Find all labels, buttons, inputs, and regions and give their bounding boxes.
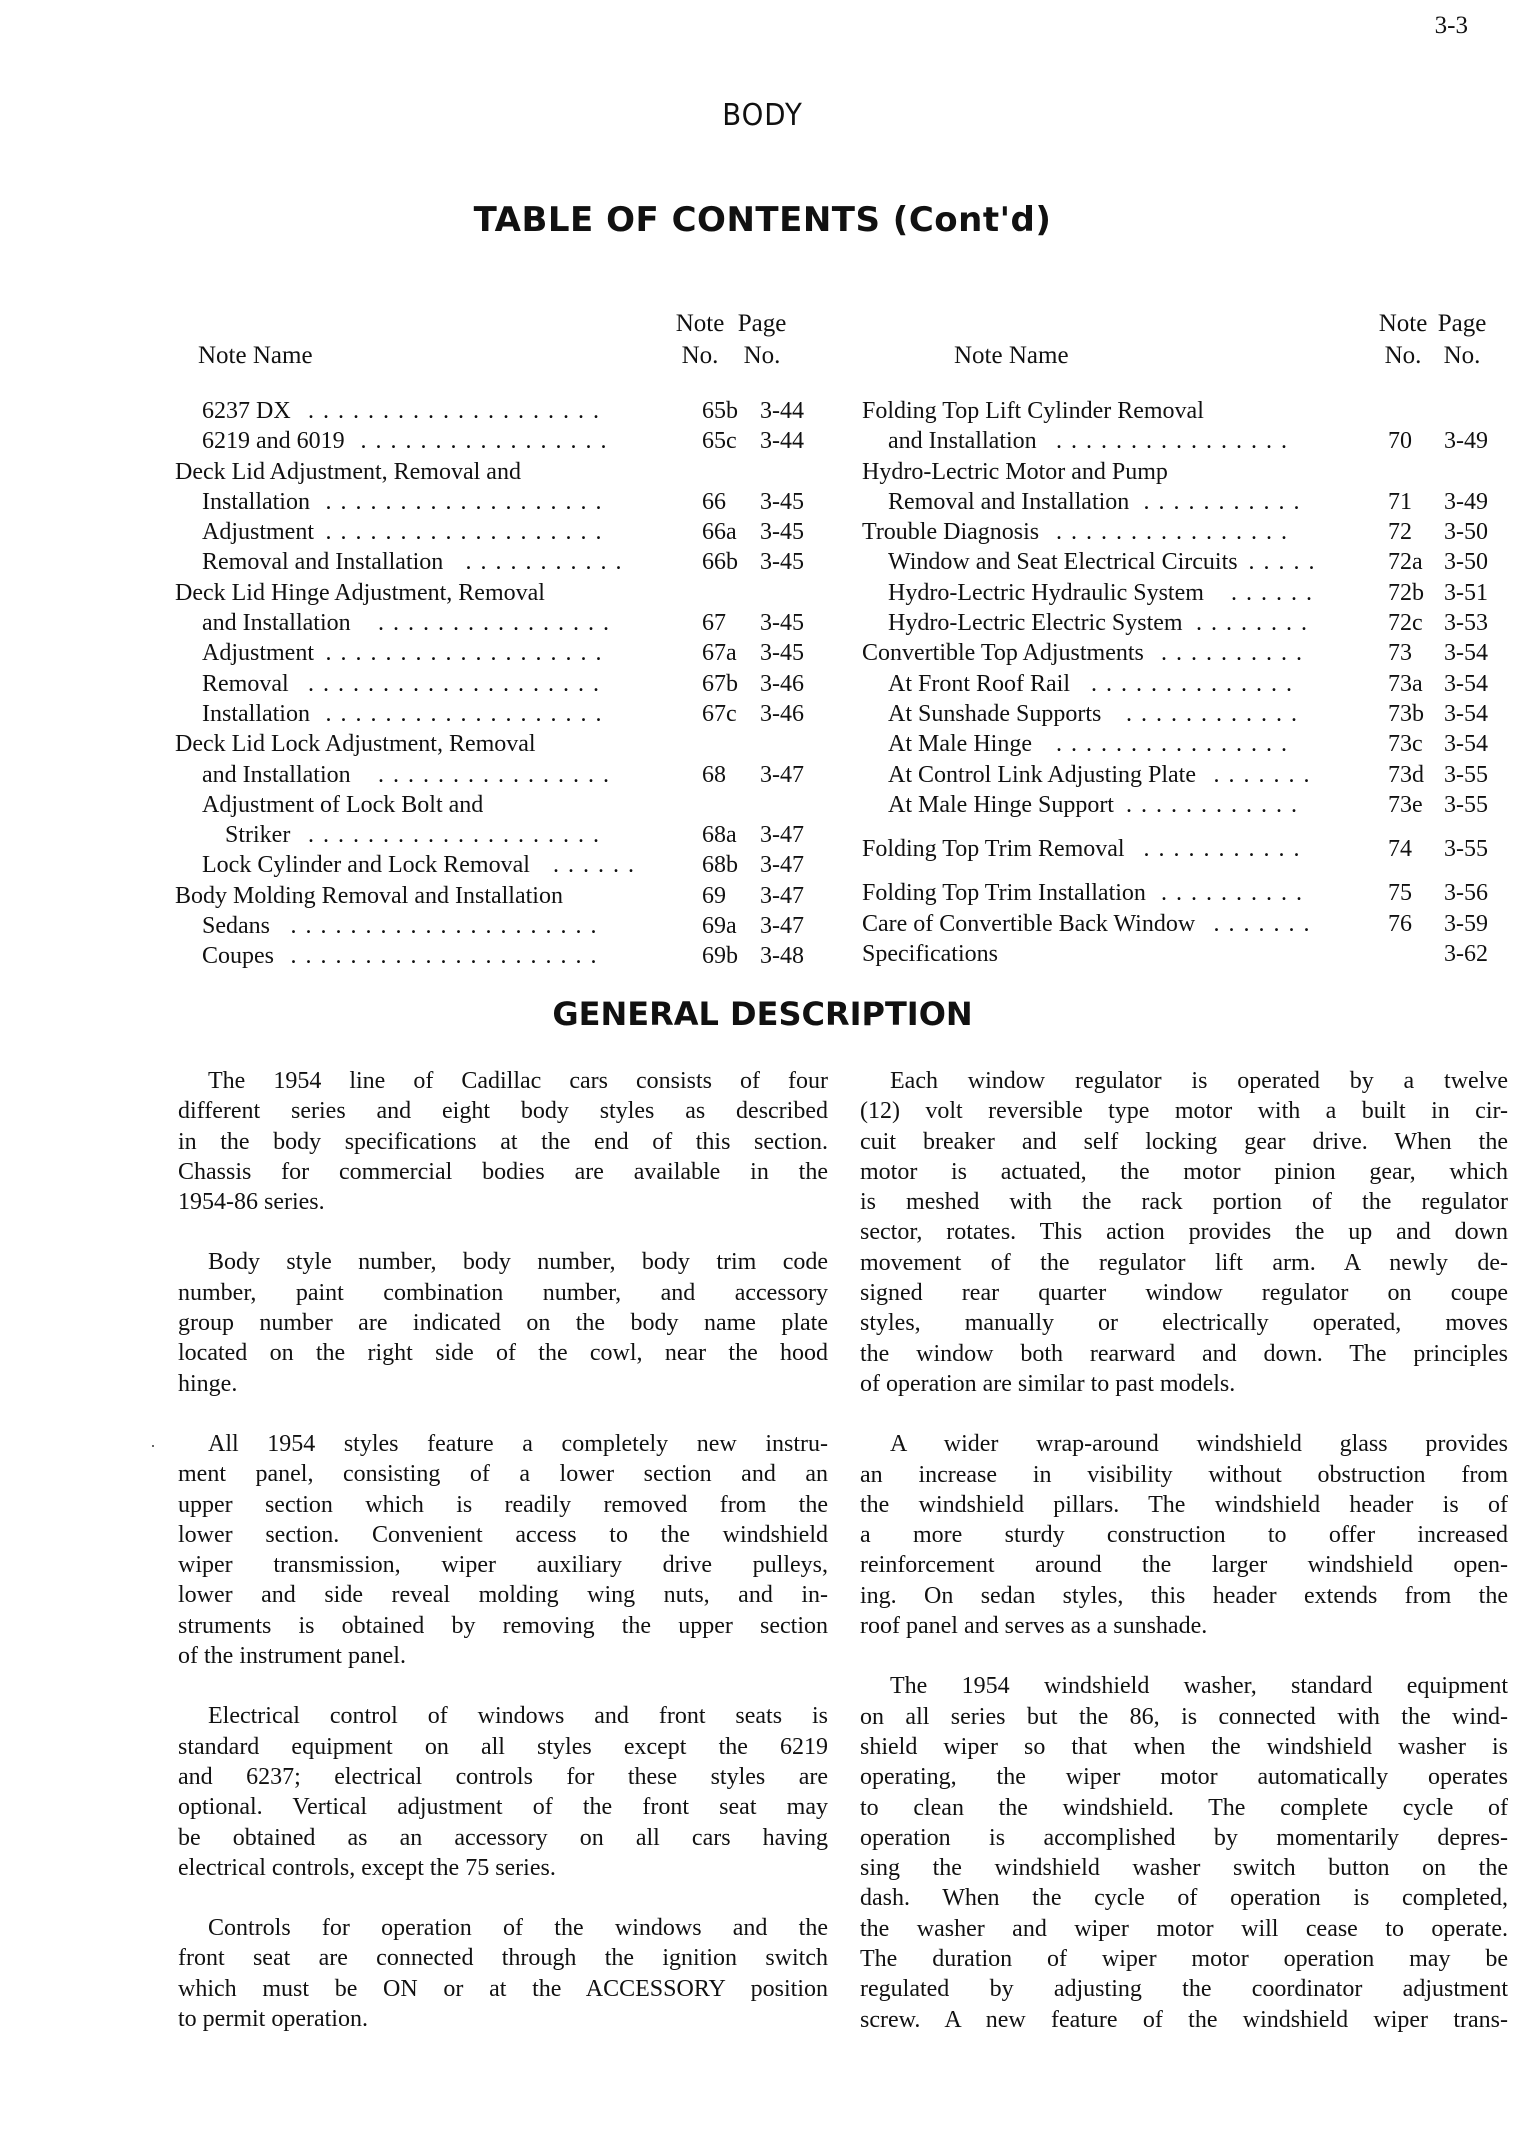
toc-entry-page-number: 3-55: [1444, 836, 1488, 863]
toc-entry-note-number: 73d: [1388, 761, 1424, 788]
section-title: BODY: [722, 98, 803, 133]
paragraph-line: screw. A new feature of the windshield wiper trans-: [860, 2006, 1508, 2033]
paragraph-line: All 1954 styles feature a completely new instru-: [208, 1430, 828, 1457]
toc-right-header: [858, 300, 1510, 396]
header-page-no-2: No.: [743, 342, 781, 369]
paragraph-line: regulated by adjusting the coordinator adjustment: [860, 1976, 1508, 2003]
dot-leader: ........: [1196, 610, 1316, 637]
toc-entry-label: Body Molding Removal and Installation: [175, 882, 563, 909]
toc-right-list: [858, 396, 1510, 969]
toc-entry-note-number: 71: [1388, 488, 1412, 515]
paragraph-line: Each window regulator is operated by a twelve: [890, 1068, 1508, 1094]
toc-entry-note-number: 70: [1388, 428, 1412, 455]
toc-entry-note-number: 69b: [702, 943, 738, 970]
toc-entry-label: Removal and Installation: [202, 549, 444, 576]
dot-leader: .....................: [290, 913, 606, 940]
toc-entry-page-number: 3-54: [1444, 731, 1488, 758]
toc-entry-page-number: 3-47: [760, 822, 804, 849]
header-note-no: Note: [1378, 310, 1428, 337]
toc-entry-note-number: 72b: [1388, 579, 1424, 606]
paragraph-line: ment panel, consisting of a lower section and an: [178, 1461, 828, 1488]
toc-entry-page-number: 3-45: [760, 519, 804, 546]
toc-entry-page-number: 3-47: [760, 913, 804, 940]
description-left-column: [178, 1066, 828, 2064]
toc-entry-note-number: 66a: [702, 519, 737, 546]
toc-entry: [170, 790, 830, 820]
toc-entry-label: Folding Top Trim Removal: [862, 836, 1125, 863]
paragraph-line: in the body specifications at the end of this section.: [178, 1128, 828, 1155]
paragraph-line: Body style number, body number, body trim code: [208, 1249, 828, 1276]
paragraph-line: of operation are similar to past models.: [860, 1370, 1236, 1397]
dot-leader: ...........: [1143, 488, 1309, 515]
paragraph-line: reinforcement around the larger windshield open-: [860, 1552, 1508, 1579]
toc-entry-page-number: 3-46: [760, 700, 804, 727]
paragraph-line: signed rear quarter window regulator on coupe: [860, 1280, 1508, 1307]
toc-entry: [858, 729, 1510, 759]
toc-entry-label: Care of Convertible Back Window: [862, 910, 1196, 937]
toc-entry-page-number: 3-46: [760, 670, 804, 697]
paragraph-line: hinge.: [178, 1370, 238, 1397]
toc-left-column: [170, 300, 830, 972]
toc-entry-label: Deck Lid Lock Adjustment, Removal: [175, 731, 536, 758]
dot-leader: .................: [360, 428, 616, 455]
dot-leader: ..........: [1161, 880, 1311, 907]
toc-entry-page-number: 3-47: [760, 852, 804, 879]
toc-entry-page-number: 3-54: [1444, 700, 1488, 727]
paragraph-line: operating, the wiper motor automatically operates: [860, 1764, 1508, 1791]
toc-entry-label: Hydro-Lectric Hydraulic System: [888, 579, 1204, 606]
paragraph-line: lower and side reveal molding wing nuts, and in-: [178, 1582, 828, 1609]
toc-entry-note-number: 69a: [702, 913, 737, 940]
toc-entry-label: Sedans: [202, 913, 270, 940]
toc-entry-label: Installation: [202, 700, 310, 727]
toc-entry-page-number: 3-54: [1444, 640, 1488, 667]
toc-entry: [170, 578, 830, 608]
dot-leader: ......: [1231, 579, 1321, 606]
dot-leader: ....................: [308, 670, 608, 697]
toc-entry-label: Adjustment of Lock Bolt and: [202, 791, 484, 818]
toc-entry-page-number: 3-44: [760, 398, 804, 424]
toc-entry: [858, 608, 1510, 638]
dot-leader: ............: [1126, 791, 1306, 818]
toc-entry-note-number: 73c: [1388, 731, 1423, 758]
header-page-no: Page: [1437, 310, 1487, 337]
paragraph-line: on all series but the 86, is connected with the wind-: [860, 1703, 1508, 1730]
toc-entry-note-number: 74: [1388, 836, 1412, 863]
toc-title: TABLE OF CONTENTS (Cont'd): [473, 200, 1052, 240]
toc-entry-page-number: 3-49: [1444, 428, 1488, 455]
toc-entry-note-number: 69: [702, 882, 726, 909]
description-paragraph: [860, 1671, 1508, 2035]
paragraph-line: optional. Vertical adjustment of the front seat may: [178, 1794, 828, 1821]
toc-entry-note-number: 65b: [702, 398, 738, 424]
toc-entry-note-number: 66: [702, 488, 726, 515]
toc-entry-label: Adjustment: [202, 519, 314, 546]
toc-entry: [858, 760, 1510, 790]
paragraph-line: to permit operation.: [178, 2006, 368, 2033]
toc-entry-page-number: 3-59: [1444, 910, 1488, 937]
paragraph-line: operation is accomplished by momentarily depres-: [860, 1824, 1508, 1851]
description-paragraph: [178, 1701, 828, 1883]
paragraph-line: movement of the regulator lift arm. A newly de-: [860, 1249, 1508, 1276]
toc-entry: [170, 941, 830, 971]
header-note-no: Note: [675, 310, 725, 337]
dot-leader: ...........: [465, 549, 631, 576]
header-note-no-2: No.: [681, 342, 719, 369]
dot-leader: ....................: [308, 398, 608, 424]
paragraph-line: be obtained as an accessory on all cars having: [178, 1824, 828, 1851]
dot-leader: ......: [553, 852, 643, 879]
description-paragraph: [860, 1429, 1508, 1641]
paragraph-line: an increase in visibility without obstruction from: [860, 1461, 1508, 1488]
paragraph-line: The 1954 line of Cadillac cars consists of four: [208, 1068, 828, 1094]
toc-entry-note-number: 73: [1388, 640, 1412, 667]
dot-leader: .....: [1248, 549, 1324, 576]
toc-entry-note-number: 73a: [1388, 670, 1423, 697]
paragraph-line: a more sturdy construction to offer increased: [860, 1522, 1508, 1549]
paragraph-line: ing. On sedan styles, this header extends from the: [860, 1582, 1508, 1609]
dot-leader: ................: [378, 761, 618, 788]
toc-entry-label: Deck Lid Hinge Adjustment, Removal: [175, 579, 545, 606]
toc-entry: [170, 426, 830, 456]
paragraph-line: lower section. Convenient access to the windshield: [178, 1521, 828, 1548]
paragraph-line: and 6237; electrical controls for these styles are: [178, 1763, 828, 1790]
toc-entry: [858, 396, 1510, 426]
toc-entry: [858, 487, 1510, 517]
page-number: 3-3: [1434, 12, 1468, 39]
toc-entry-page-number: 3-51: [1444, 579, 1488, 606]
toc-entry: [170, 638, 830, 668]
toc-entry-page-number: 3-54: [1444, 670, 1488, 697]
dot-leader: ................: [1056, 519, 1296, 546]
toc-entry: [170, 699, 830, 729]
toc-entry: [858, 699, 1510, 729]
paragraph-line: wiper transmission, wiper auxiliary drive pulleys,: [178, 1552, 828, 1579]
toc-entry: [858, 669, 1510, 699]
dot-leader: ................: [378, 610, 618, 637]
description-right-column: [860, 1066, 1508, 2065]
toc-right-column: [858, 300, 1510, 969]
description-paragraph: [860, 1066, 1508, 1399]
header-page-no: Page: [737, 310, 787, 337]
toc-entry-note-number: 68a: [702, 822, 737, 849]
dot-leader: ...................: [325, 640, 611, 667]
paragraph-line: shield wiper so that when the windshield washer is: [860, 1733, 1508, 1760]
toc-entry-page-number: 3-56: [1444, 880, 1488, 907]
toc-entry: [170, 669, 830, 699]
paragraph-line: of the instrument panel.: [178, 1643, 406, 1670]
header-note-name: Note Name: [198, 342, 313, 369]
toc-entry-label: and Installation: [888, 428, 1037, 455]
toc-entry-label: Adjustment: [202, 640, 314, 667]
paragraph-line: Chassis for commercial bodies are available in the: [178, 1158, 828, 1185]
toc-entry: [858, 939, 1510, 969]
toc-entry-label: Coupes: [202, 943, 274, 970]
paragraph-line: upper section which is readily removed from the: [178, 1491, 828, 1518]
toc-entry-page-number: 3-49: [1444, 488, 1488, 515]
header-note-no-2: No.: [1384, 342, 1422, 369]
toc-entry: [858, 790, 1510, 820]
toc-entry-note-number: 75: [1388, 880, 1412, 907]
paragraph-line: cuit breaker and self locking gear drive. When the: [860, 1128, 1508, 1155]
paragraph-line: located on the right side of the cowl, near the hood: [178, 1340, 828, 1367]
paragraph-line: to clean the windshield. The complete cycle of: [860, 1794, 1508, 1821]
toc-entry-page-number: 3-48: [760, 943, 804, 970]
toc-entry-page-number: 3-45: [760, 549, 804, 576]
toc-entry-label: Specifications: [862, 941, 998, 968]
toc-entry: [170, 457, 830, 487]
paragraph-line: front seat are connected through the ignition switch: [178, 1945, 828, 1972]
paragraph-line: styles, manually or electrically operated, moves: [860, 1310, 1508, 1337]
general-description-title: GENERAL DESCRIPTION: [552, 995, 973, 1033]
toc-entry: [170, 547, 830, 577]
paragraph-line: is meshed with the rack portion of the regulator: [860, 1189, 1508, 1216]
toc-entry-page-number: 3-50: [1444, 519, 1488, 546]
toc-entry-label: 6237 DX: [202, 398, 291, 424]
toc-entry: [858, 547, 1510, 577]
paragraph-line: the window both rearward and down. The principles: [860, 1340, 1508, 1367]
toc-entry-label: Deck Lid Adjustment, Removal and: [175, 458, 521, 485]
toc-entry-note-number: 76: [1388, 910, 1412, 937]
paragraph-line: struments is obtained by removing the upper section: [178, 1612, 828, 1639]
toc-entry-label: Hydro-Lectric Electric System: [888, 610, 1183, 637]
toc-entry-page-number: 3-53: [1444, 610, 1488, 637]
toc-entry-page-number: 3-50: [1444, 549, 1488, 576]
toc-entry-page-number: 3-62: [1444, 941, 1488, 968]
dot-leader: ..............: [1091, 670, 1301, 697]
toc-entry-page-number: 3-44: [760, 428, 804, 455]
toc-entry-label: Removal: [202, 670, 289, 697]
toc-entry: [170, 850, 830, 880]
toc-entry-label: Window and Seat Electrical Circuits: [888, 549, 1238, 576]
paragraph-line: The duration of wiper motor operation may be: [860, 1946, 1508, 1973]
toc-entry-note-number: 68: [702, 761, 726, 788]
toc-entry: [170, 911, 830, 941]
toc-entry: [170, 487, 830, 517]
toc-entry-label: Installation: [202, 488, 310, 515]
toc-entry: [858, 909, 1510, 939]
paragraph-line: The 1954 windshield washer, standard equipment: [890, 1673, 1508, 1700]
toc-entry-note-number: 72a: [1388, 549, 1423, 576]
toc-entry-note-number: 67b: [702, 670, 738, 697]
paragraph-line: dash. When the cycle of operation is completed,: [860, 1885, 1508, 1912]
toc-entry: [858, 638, 1510, 668]
dot-leader: ...................: [325, 700, 611, 727]
toc-entry: [170, 608, 830, 638]
dot-leader: ............: [1126, 700, 1306, 727]
toc-entry: [858, 878, 1510, 908]
scan-speck: [152, 1445, 154, 1447]
toc-entry-note-number: 73b: [1388, 700, 1424, 727]
paragraph-line: (12) volt reversible type motor with a built in cir-: [860, 1098, 1508, 1125]
toc-entry-label: At Control Link Adjusting Plate: [888, 761, 1197, 788]
toc-entry-note-number: 72: [1388, 519, 1412, 546]
toc-entry: [170, 517, 830, 547]
toc-entry: [170, 881, 830, 911]
toc-entry: [170, 729, 830, 759]
toc-entry-note-number: 67a: [702, 640, 737, 667]
toc-entry-label: Folding Top Trim Installation: [862, 880, 1146, 907]
paragraph-line: 1954-86 series.: [178, 1189, 325, 1216]
toc-entry-note-number: 67c: [702, 700, 737, 727]
toc-entry: [858, 578, 1510, 608]
paragraph-line: different series and eight body styles as described: [178, 1098, 828, 1125]
toc-entry-page-number: 3-45: [760, 610, 804, 637]
toc-entry-label: Removal and Installation: [888, 488, 1130, 515]
toc-entry-label: At Sunshade Supports: [888, 700, 1102, 727]
dot-leader: ....................: [308, 822, 608, 849]
toc-left-list: [170, 396, 830, 972]
toc-entry-label: At Male Hinge: [888, 731, 1032, 758]
toc-entry-label: and Installation: [202, 610, 351, 637]
dot-leader: ...........: [1143, 836, 1309, 863]
toc-entry-note-number: 73e: [1388, 791, 1423, 818]
paragraph-line: Electrical control of windows and front seats is: [208, 1703, 828, 1730]
toc-entry-label: At Male Hinge Support: [888, 791, 1114, 818]
toc-entry: [170, 396, 830, 426]
paragraph-line: Controls for operation of the windows and the: [208, 1915, 828, 1942]
toc-entry: [858, 457, 1510, 487]
toc-entry-label: At Front Roof Rail: [888, 670, 1071, 697]
toc-entry-page-number: 3-45: [760, 640, 804, 667]
dot-leader: .....................: [290, 943, 606, 970]
toc-entry-label: Folding Top Lift Cylinder Removal: [862, 398, 1204, 424]
paragraph-line: sing the windshield washer switch button on the: [860, 1855, 1508, 1882]
paragraph-line: sector, rotates. This action provides the up and down: [860, 1219, 1508, 1246]
paragraph-line: motor is actuated, the motor pinion gear, which: [860, 1158, 1508, 1185]
paragraph-line: standard equipment on all styles except the 6219: [178, 1733, 828, 1760]
dot-leader: ................: [1056, 731, 1296, 758]
toc-entry-label: Convertible Top Adjustments: [862, 640, 1144, 667]
toc-entry-page-number: 3-47: [760, 882, 804, 909]
paragraph-line: the washer and wiper motor will cease to operate.: [860, 1915, 1508, 1942]
toc-entry-label: Hydro-Lectric Motor and Pump: [862, 458, 1168, 485]
toc-entry-page-number: 3-47: [760, 761, 804, 788]
paragraph-line: group number are indicated on the body name plate: [178, 1310, 828, 1337]
toc-entry-page-number: 3-55: [1444, 791, 1488, 818]
toc-entry-label: 6219 and 6019: [202, 428, 345, 455]
toc-entry-note-number: 68b: [702, 852, 738, 879]
toc-entry-note-number: 65c: [702, 428, 737, 455]
description-paragraph: [178, 1429, 828, 1671]
paragraph-line: electrical controls, except the 75 series.: [178, 1854, 556, 1881]
paragraph-line: A wider wrap-around windshield glass provides: [890, 1431, 1508, 1458]
dot-leader: .......: [1213, 761, 1319, 788]
toc-entry: [858, 517, 1510, 547]
toc-entry-label: Striker: [225, 822, 291, 849]
dot-leader: .......: [1213, 910, 1319, 937]
dot-leader: ...................: [325, 519, 611, 546]
toc-entry: [858, 426, 1510, 456]
toc-entry-label: and Installation: [202, 761, 351, 788]
dot-leader: ................: [1056, 428, 1296, 455]
toc-entry-label: Trouble Diagnosis: [862, 519, 1040, 546]
header-page-no-2: No.: [1443, 342, 1481, 369]
toc-left-header: [170, 300, 830, 396]
toc-entry-page-number: 3-55: [1444, 761, 1488, 788]
paragraph-line: which must be ON or at the ACCESSORY position: [178, 1975, 828, 2002]
paragraph-line: roof panel and serves as a sunshade.: [860, 1613, 1208, 1640]
paragraph-line: the windshield pillars. The windshield header is of: [860, 1491, 1508, 1518]
toc-entry: [858, 834, 1510, 864]
description-paragraph: [178, 1913, 828, 2034]
description-paragraph: [178, 1247, 828, 1398]
toc-entry-note-number: 67: [702, 610, 726, 637]
toc-entry: [170, 760, 830, 790]
toc-entry-note-number: 72c: [1388, 610, 1423, 637]
dot-leader: ..........: [1161, 640, 1311, 667]
header-note-name: Note Name: [954, 342, 1069, 369]
paragraph-line: number, paint combination number, and accessory: [178, 1279, 828, 1306]
toc-entry-label: Lock Cylinder and Lock Removal: [202, 852, 530, 879]
toc-entry-note-number: 66b: [702, 549, 738, 576]
toc-entry-page-number: 3-45: [760, 488, 804, 515]
toc-entry: [170, 820, 830, 850]
dot-leader: ...................: [325, 488, 611, 515]
description-paragraph: [178, 1066, 828, 1217]
